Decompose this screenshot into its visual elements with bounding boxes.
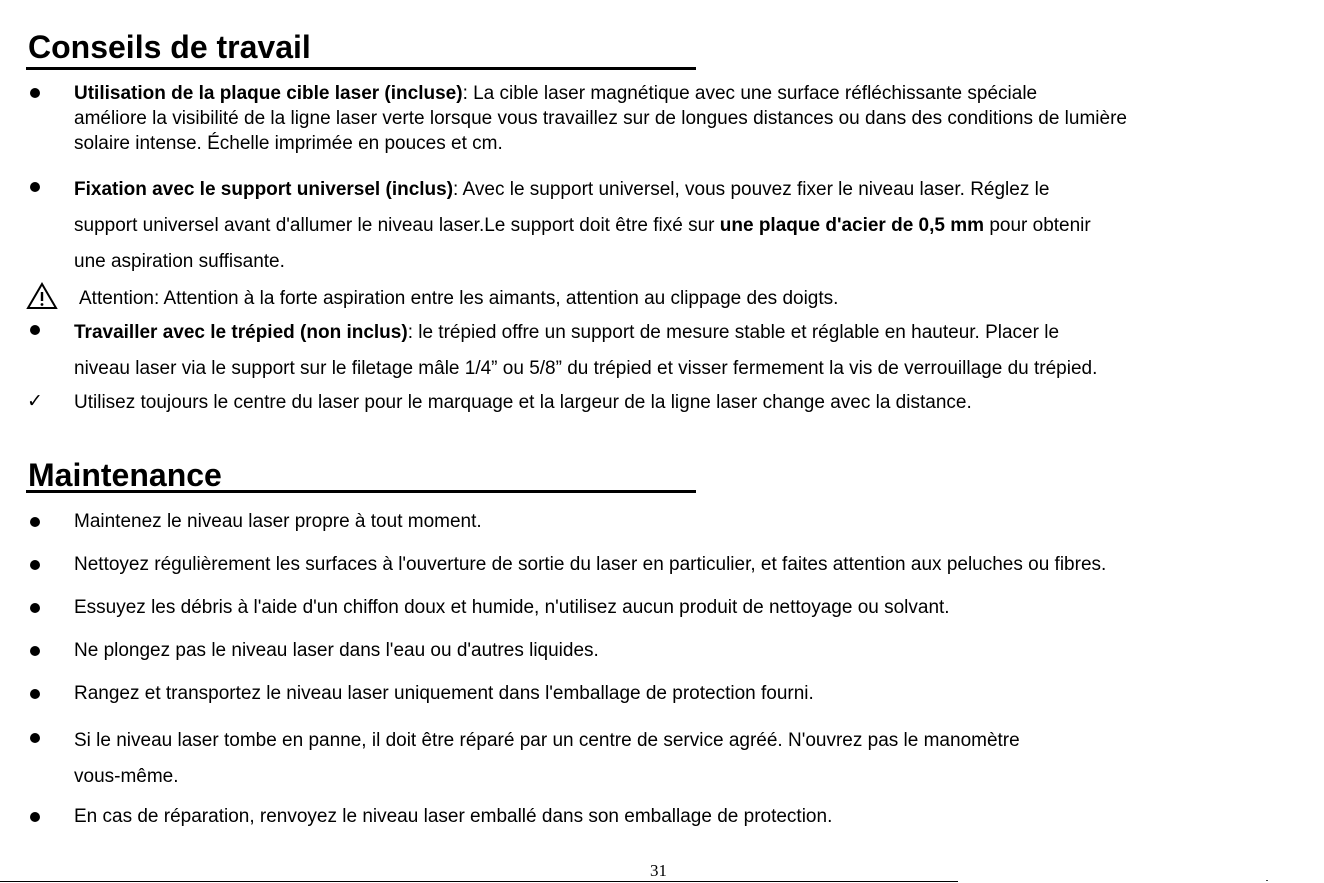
- bullet-icon: [30, 689, 40, 699]
- text-run: support universel avant d'allumer le niveau laser.Le support doit être fixé sur: [74, 215, 720, 236]
- bullet-icon: [30, 560, 40, 570]
- section-title-underline: [26, 67, 696, 70]
- section-title-underline: [26, 490, 696, 493]
- text-run: : le trépied offre un support de mesure stable et réglable en hauteur. Placer le: [407, 322, 1060, 343]
- list-item-text: Essuyez les débris à l'aide d'un chiffon doux et humide, n'utilisez aucun produit de nettoyage ou solvant.: [74, 597, 950, 618]
- list-item-text: Nettoyez régulièrement les surfaces à l'ouverture de sortie du laser en particulier, et faites attention aux peluches ou fibres.: [74, 554, 1107, 575]
- list-item-text: Ne plongez pas le niveau laser dans l'eau ou d'autres liquides.: [74, 640, 599, 661]
- text-run: pour obtenir: [984, 215, 1091, 236]
- section-title-conseils: Conseils de travail: [28, 29, 311, 65]
- bullet-icon: [30, 812, 40, 822]
- bullet-icon: [30, 325, 40, 335]
- page-number: 31: [650, 861, 667, 880]
- text-line: améliore la visibilité de la ligne laser verte lorsque vous travaillez sur de longues distances ou dans des conditions de lumière: [74, 108, 1127, 129]
- bullet-icon: [30, 88, 40, 98]
- text-line: une aspiration suffisante.: [74, 251, 285, 272]
- bullet-icon: [30, 517, 40, 527]
- section-title-maintenance: Maintenance: [28, 457, 222, 493]
- bullet-icon: [30, 733, 40, 743]
- text-line: Si le niveau laser tombe en panne, il doit être réparé par un centre de service agréé. N'ouvrez pas le manomètre: [74, 730, 1020, 751]
- list-item-text: En cas de réparation, renvoyez le niveau laser emballé dans son emballage de protection.: [74, 806, 833, 827]
- item-heading: Utilisation de la plaque cible laser (incluse): [74, 83, 463, 104]
- text-line: solaire intense. Échelle imprimée en pouces et cm.: [74, 133, 503, 154]
- list-item-text: Maintenez le niveau laser propre à tout moment.: [74, 511, 482, 532]
- text-run: : Avec le support universel, vous pouvez fixer le niveau laser. Réglez le: [453, 179, 1050, 200]
- text-line: [74, 172, 1304, 208]
- text-line: [74, 315, 1304, 351]
- item-heading: Travailler avec le trépied (non inclus): [74, 322, 408, 343]
- list-item-text: [74, 723, 1304, 795]
- bullet-icon: [30, 603, 40, 613]
- text-line: vous-même.: [74, 766, 179, 787]
- list-item-text: Utilisez toujours le centre du laser pour le marquage et la largeur de la ligne laser change avec la distance.: [74, 392, 972, 413]
- item-heading: Fixation avec le support universel (inclus): [74, 179, 454, 200]
- list-item-text: [74, 172, 1304, 280]
- list-item-text: Rangez et transportez le niveau laser uniquement dans l'emballage de protection fourni.: [74, 683, 814, 704]
- bullet-icon: [30, 646, 40, 656]
- list-item-text: [74, 315, 1304, 387]
- text-run: : La cible laser magnétique avec une surface réfléchissante spéciale: [462, 83, 1038, 104]
- text-line: [74, 208, 1304, 244]
- text-line: [74, 81, 1304, 106]
- footer-rule: [0, 881, 958, 882]
- emphasis-text: une plaque d'acier de 0,5 mm: [719, 215, 985, 236]
- bullet-icon: [30, 182, 40, 192]
- corner-mark: [1266, 880, 1268, 881]
- warning-text: Attention: Attention à la forte aspiration entre les aimants, attention au clippage des doigts.: [79, 288, 839, 309]
- list-item-text: [74, 81, 1304, 156]
- warning-triangle-icon: [26, 282, 58, 310]
- check-mark-icon: ✓: [27, 391, 43, 412]
- text-line: niveau laser via le support sur le filetage mâle 1/4” ou 5/8” du trépied et visser fermement la vis de verrouillage du trépied.: [74, 358, 1098, 379]
